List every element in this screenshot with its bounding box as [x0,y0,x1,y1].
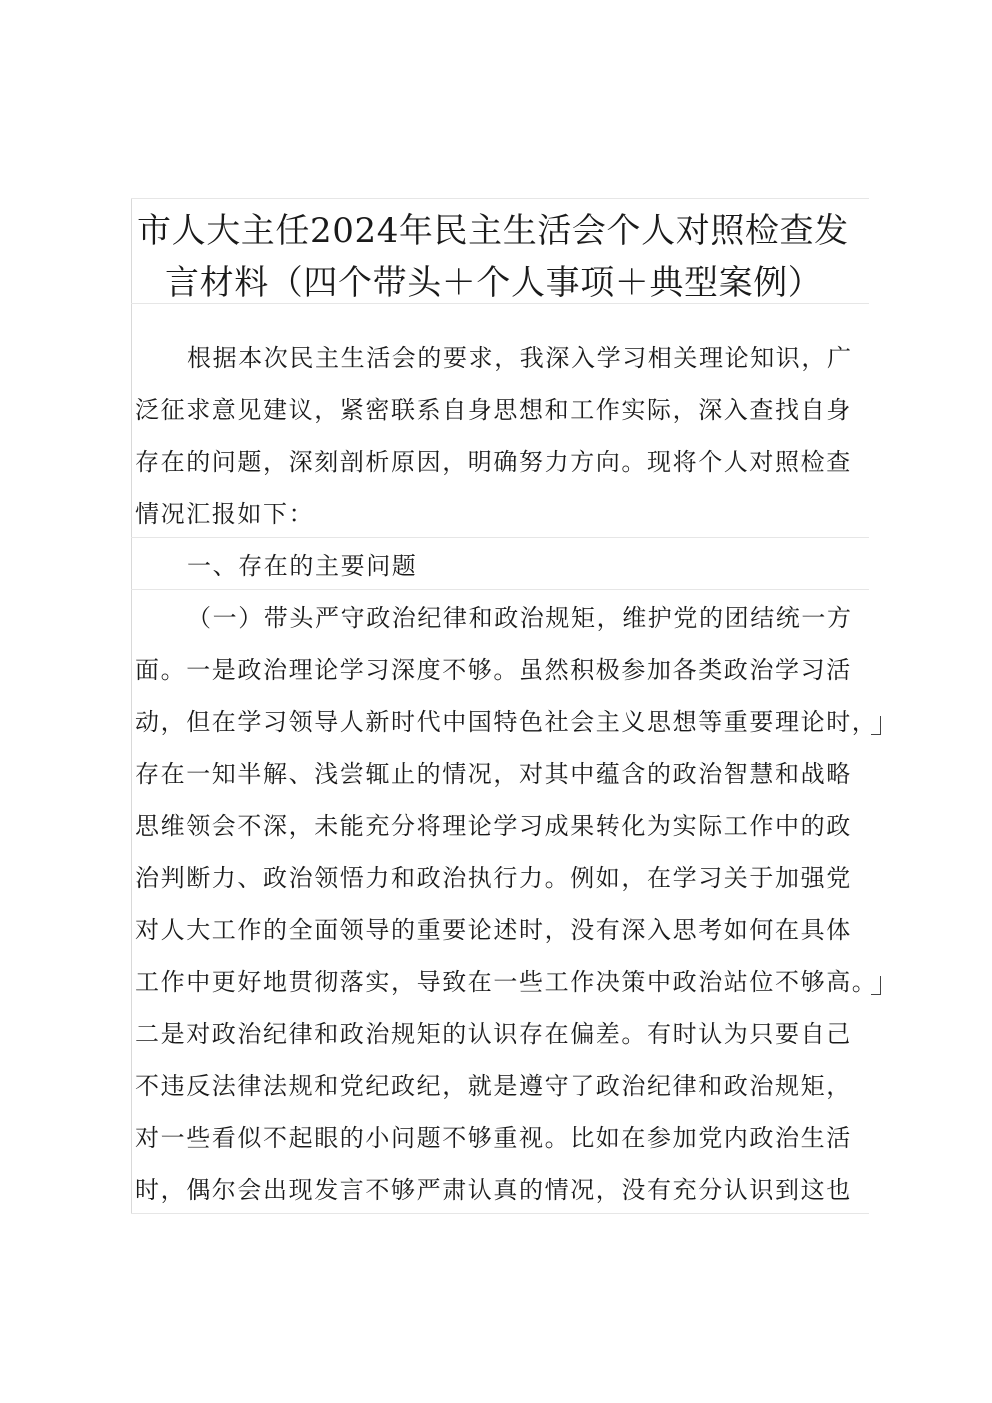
section-line: 对人大工作的全面领导的重要论述时，没有深入思考如何在具体 [135,916,852,944]
section-line: 存在一知半解、浅尝辄止的情况，对其中蕴含的政治智慧和战略 [135,760,852,788]
document-title [137,205,877,309]
section-paragraph [135,592,878,1216]
intro-line: 情况汇报如下： [135,500,315,528]
paragraph-mark-icon [871,716,881,735]
title-line-1: 市人大主任2024年民主生活会个人对照检查发 [137,211,849,251]
intro-paragraph [135,332,865,540]
section-line: 思维领会不深，未能充分将理论学习成果转化为实际工作中的政 [135,812,852,840]
section-line: 对一些看似不起眼的小问题不够重视。比如在参加党内政治生活 [135,1124,852,1152]
intro-line: 根据本次民主生活会的要求，我深入学习相关理论知识，广 [187,344,853,372]
title-top-rule [131,198,869,199]
paragraph-mark-icon [871,976,881,995]
section-line: （一）带头严守政治纪律和政治规矩，维护党的团结统一方 [187,604,853,632]
page-frame-left-rule [131,198,132,1214]
intro-line: 泛征求意见建议，紧密联系自身思想和工作实际，深入查找自身 [135,396,852,424]
section-heading: 一、存在的主要问题 [187,552,418,580]
title-line-2: 言材料（四个带头＋个人事项＋典型案例） [165,263,823,303]
intro-line: 存在的问题，深刻剖析原因，明确努力方向。现将个人对照检查 [135,448,852,476]
section-line: 治判断力、政治领悟力和政治执行力。例如，在学习关于加强党 [135,864,852,892]
section-line: 不违反法律法规和党纪政纪，就是遵守了政治纪律和政治规矩， [135,1072,852,1100]
section-line: 动，但在学习领导人新时代中国特色社会主义思想等重要理论时， [135,708,878,736]
section-line: 二是对政治纪律和政治规矩的认识存在偏差。有时认为只要自己 [135,1020,852,1048]
section-line: 工作中更好地贯彻落实，导致在一些工作决策中政治站位不够高。 [135,968,878,996]
section-line: 面。一是政治理论学习深度不够。虽然积极参加各类政治学习活 [135,656,852,684]
section-line: 时，偶尔会出现发言不够严肃认真的情况，没有充分认识到这也 [135,1176,852,1204]
